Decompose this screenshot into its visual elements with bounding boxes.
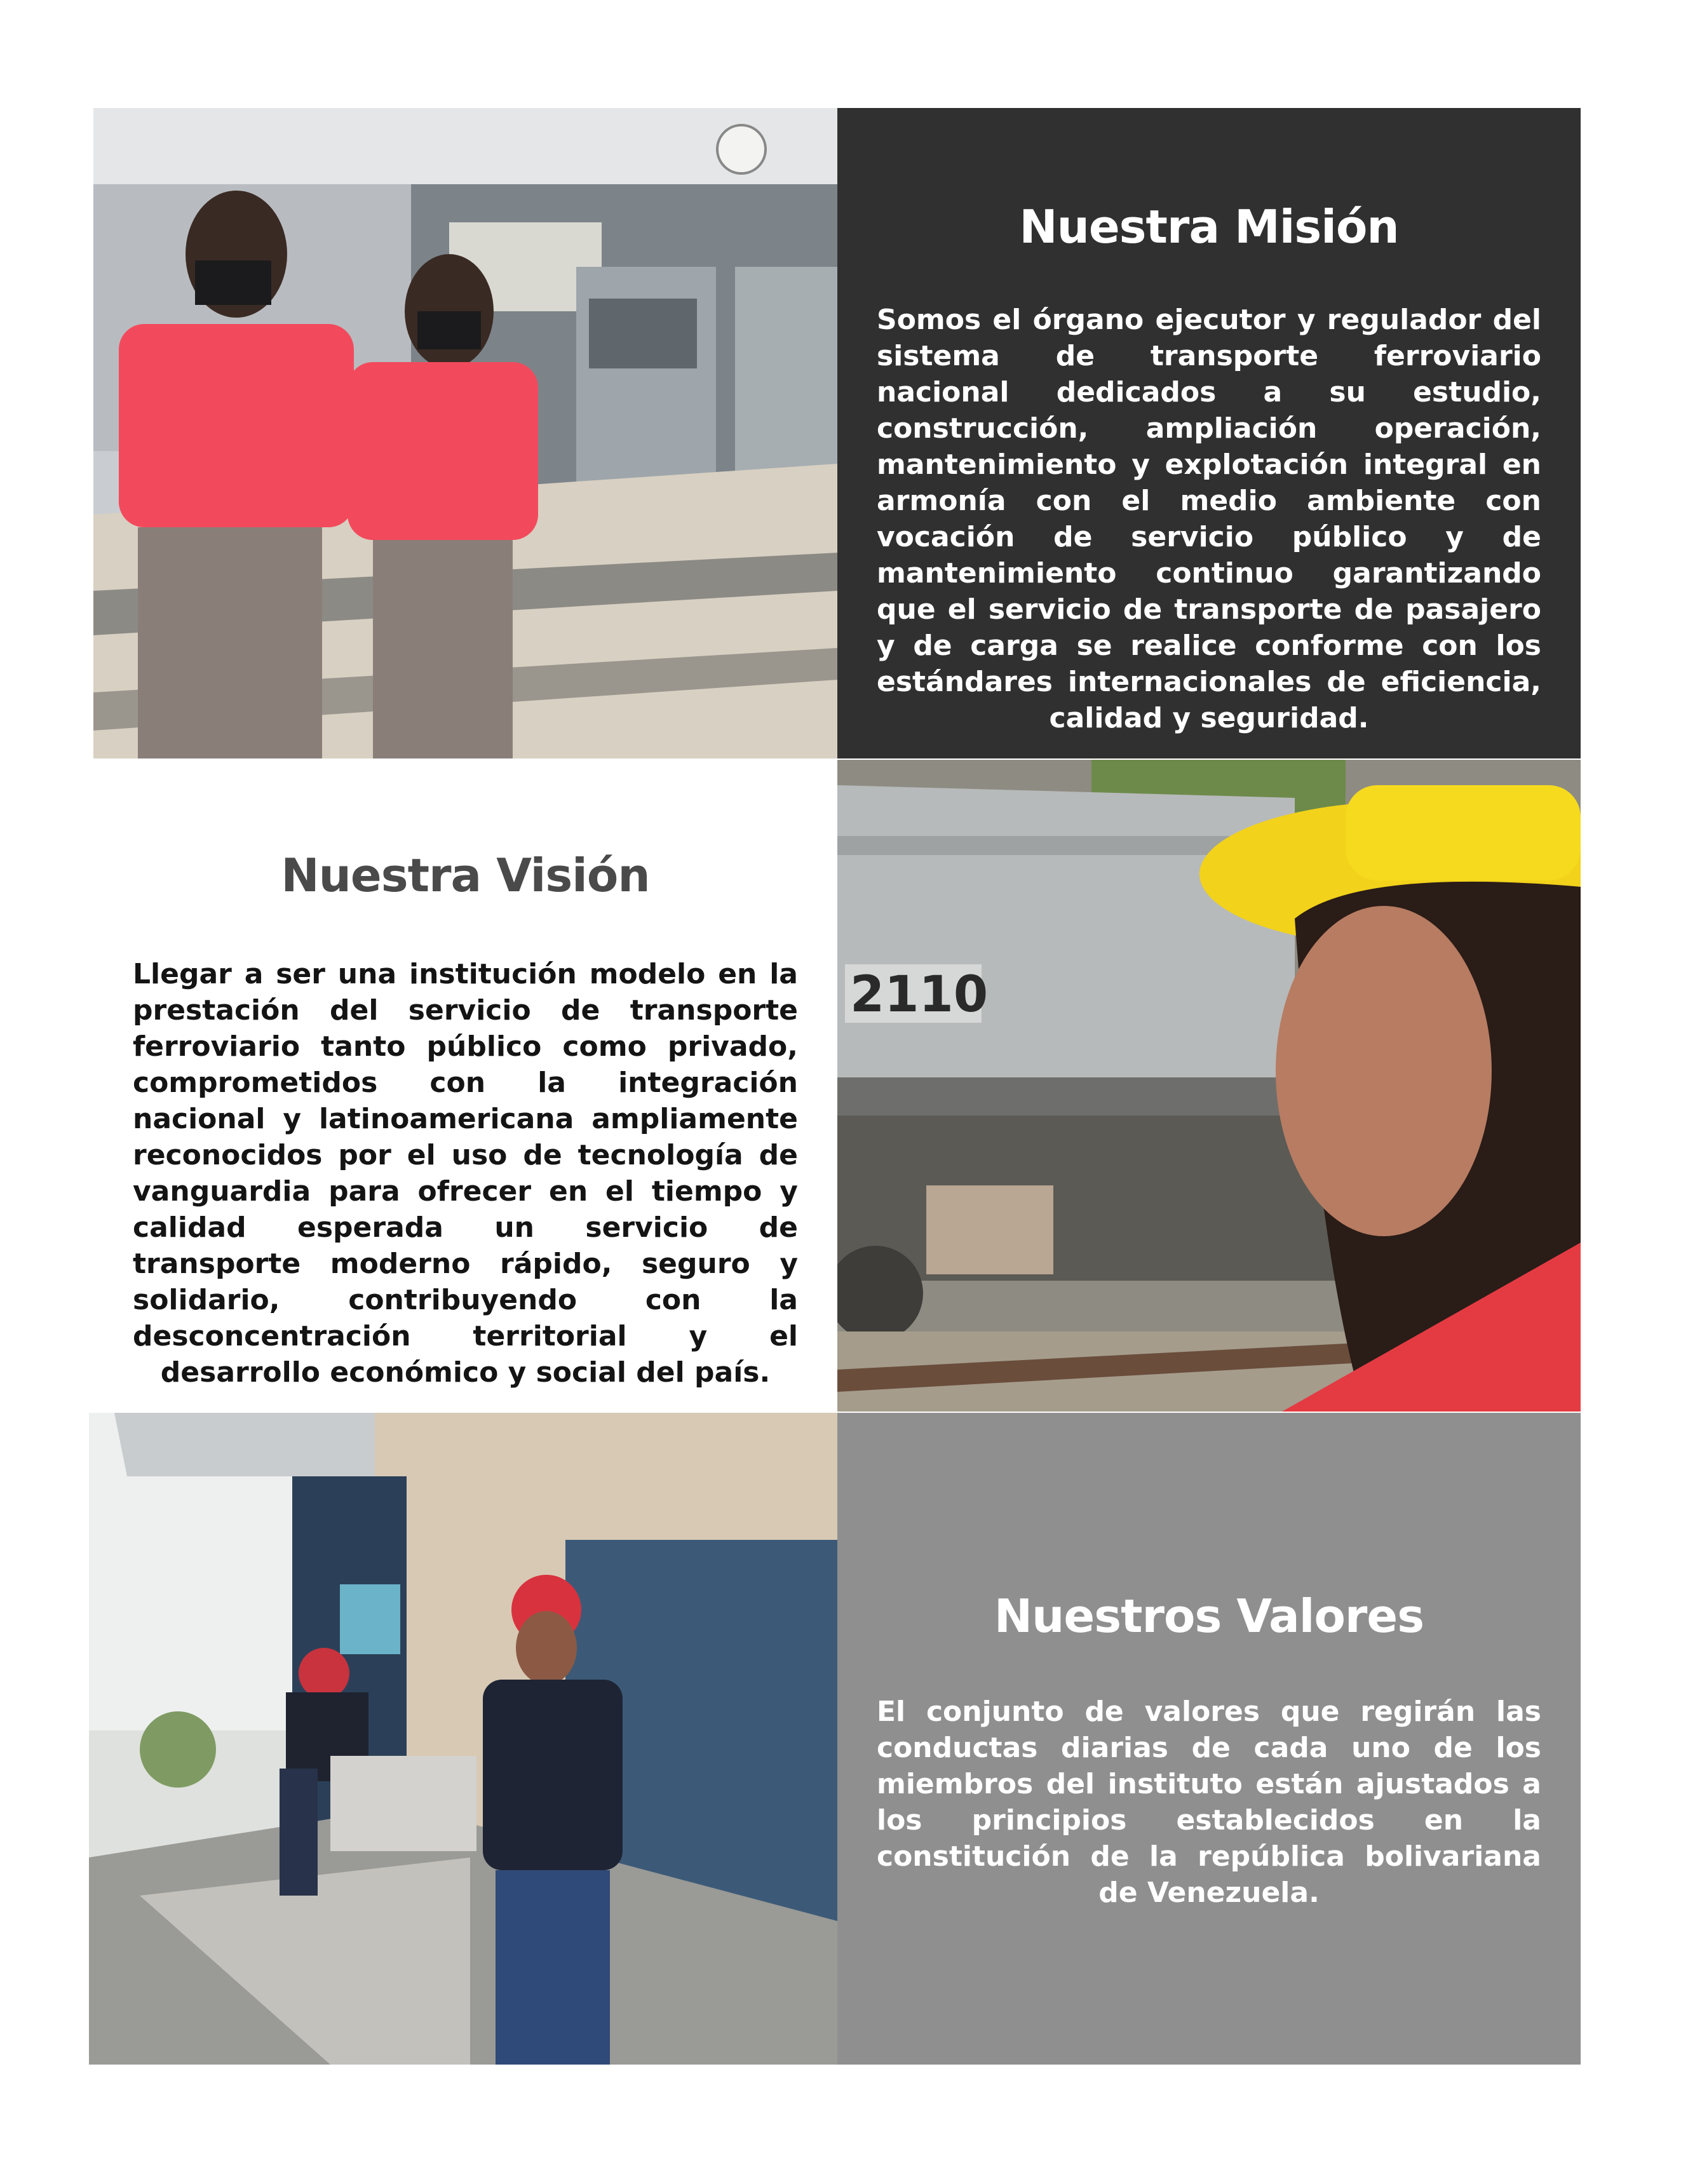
vision-text: Llegar a ser una institución modelo en la prestación del servicio de transporte ferroviario tanto público como privado, comprometidos con la integración nacional y latinoamericana ampliamente reconocidos por el uso de tecnología de vanguardia para ofrecer en el tiempo y calidad esperada un servicio de transporte moderno rápido, seguro y solidario, contribuyendo con la desconcentración territorial y el desarrollo económico y social del país. [133,958,798,1389]
train-number: 2110 [850,966,989,1023]
photo-platform-workers [89,1413,837,2065]
mision-panel [837,108,1581,758]
photo-train-worker [837,760,1581,1412]
vision-panel [93,760,837,1412]
vision-title: Nuestra Visión [281,849,650,902]
mision-text: Somos el órgano ejecutor y regulador del sistema de transporte ferroviario nacional dedicados a su estudio, construcción, ampliación operación, mantenimiento y explotación integral en armonía con el medio ambiente con vocación de servicio público y de mantenimiento continuo garantizando que el servicio de transporte de pasajero y de carga se realice conforme con los estándares internacionales de eficiencia, calidad y seguridad. [877,304,1541,734]
valores-text: El conjunto de valores que regirán las conductas diarias de cada uno de los miembros del instituto están ajustados a los principios establecidos en la constitución de la república bolivariana de Venezuela. [877,1695,1541,1909]
photo-station-workers [93,108,837,758]
valores-panel [837,1413,1581,2065]
valores-title: Nuestros Valores [994,1589,1424,1643]
mision-title: Nuestra Misión [1019,200,1399,253]
